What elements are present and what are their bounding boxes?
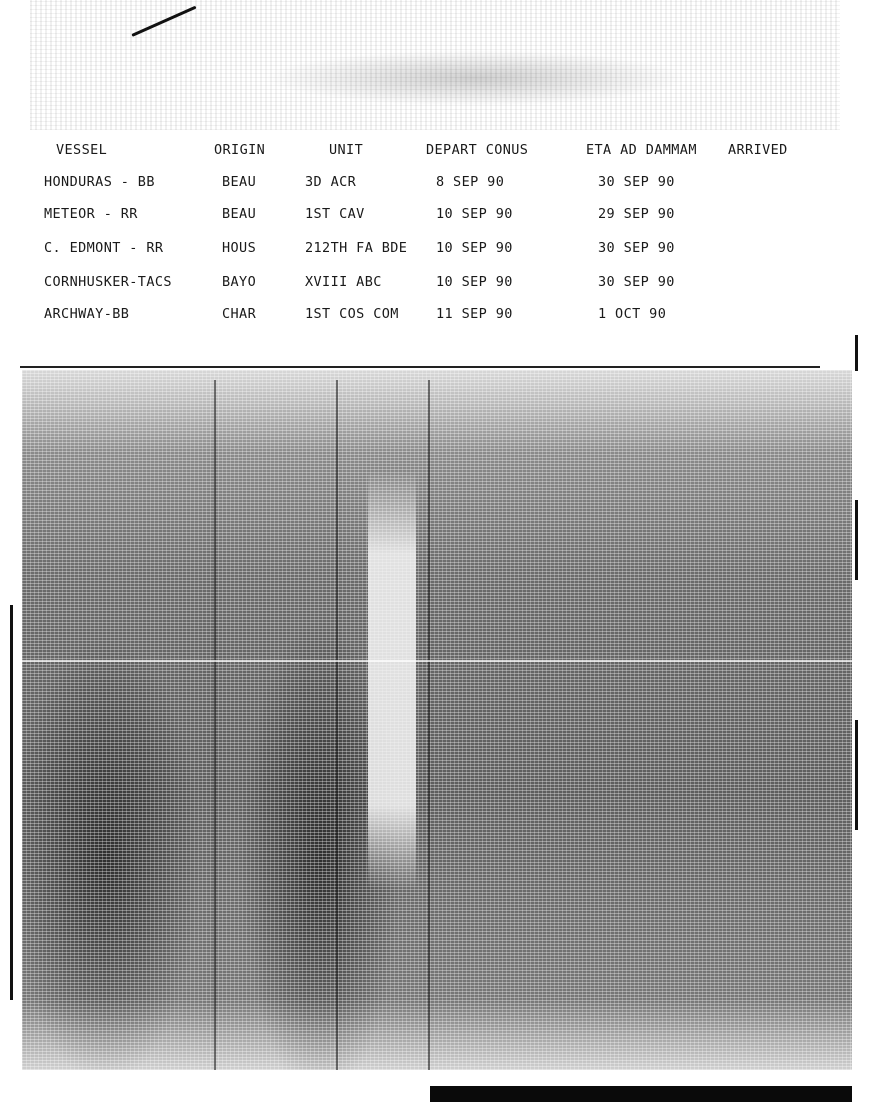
cell-unit: 3D ACR xyxy=(305,174,357,190)
cell-origin: CHAR xyxy=(222,306,257,322)
cell-origin: BEAU xyxy=(222,206,257,222)
table-row xyxy=(0,206,872,226)
table-row xyxy=(0,240,872,260)
header-origin: ORIGIN xyxy=(214,142,266,158)
cell-vessel: CORNHUSKER-TACS xyxy=(44,274,172,290)
cell-depart: 8 SEP 90 xyxy=(436,174,505,190)
scan-noise-top xyxy=(30,0,840,130)
cell-unit: XVIII ABC xyxy=(305,274,382,290)
left-margin-bar xyxy=(10,605,13,1000)
section-divider xyxy=(20,366,820,368)
cell-depart: 10 SEP 90 xyxy=(436,240,513,256)
cell-vessel: HONDURAS - BB xyxy=(44,174,155,190)
cell-origin: HOUS xyxy=(222,240,257,256)
table-row xyxy=(0,174,872,194)
cell-origin: BAYO xyxy=(222,274,257,290)
cell-vessel: METEOR - RR xyxy=(44,206,138,222)
header-arrived: ARRIVED xyxy=(728,142,788,158)
cell-eta: 30 SEP 90 xyxy=(598,274,675,290)
header-depart-conus: DEPART CONUS xyxy=(426,142,529,158)
right-margin-bar xyxy=(855,500,858,580)
table-header-row xyxy=(0,142,872,162)
scan-artifact-line xyxy=(22,660,852,662)
cell-origin: BEAU xyxy=(222,174,257,190)
scan-artifact-line xyxy=(336,380,338,1070)
table-row xyxy=(0,274,872,294)
cell-unit: 212TH FA BDE xyxy=(305,240,408,256)
right-margin-bar xyxy=(855,335,858,371)
scan-artifact-area xyxy=(22,370,852,1070)
cell-eta: 1 OCT 90 xyxy=(598,306,667,322)
cell-vessel: C. EDMONT - RR xyxy=(44,240,164,256)
header-vessel: VESSEL xyxy=(56,142,108,158)
header-eta-ad-dammam: ETA AD DAMMAM xyxy=(586,142,697,158)
right-margin-bar xyxy=(855,720,858,830)
header-unit: UNIT xyxy=(329,142,364,158)
redaction-bar xyxy=(430,1086,852,1102)
cell-eta: 30 SEP 90 xyxy=(598,174,675,190)
cell-unit: 1ST COS COM xyxy=(305,306,399,322)
cell-unit: 1ST CAV xyxy=(305,206,365,222)
scan-artifact-line xyxy=(428,380,430,1070)
cell-depart: 10 SEP 90 xyxy=(436,274,513,290)
cell-eta: 29 SEP 90 xyxy=(598,206,675,222)
cell-depart: 11 SEP 90 xyxy=(436,306,513,322)
scan-artifact-light-band xyxy=(368,470,416,890)
cell-vessel: ARCHWAY-BB xyxy=(44,306,130,322)
cell-depart: 10 SEP 90 xyxy=(436,206,513,222)
scan-artifact-line xyxy=(214,380,216,1070)
cell-eta: 30 SEP 90 xyxy=(598,240,675,256)
table-row xyxy=(0,306,872,326)
